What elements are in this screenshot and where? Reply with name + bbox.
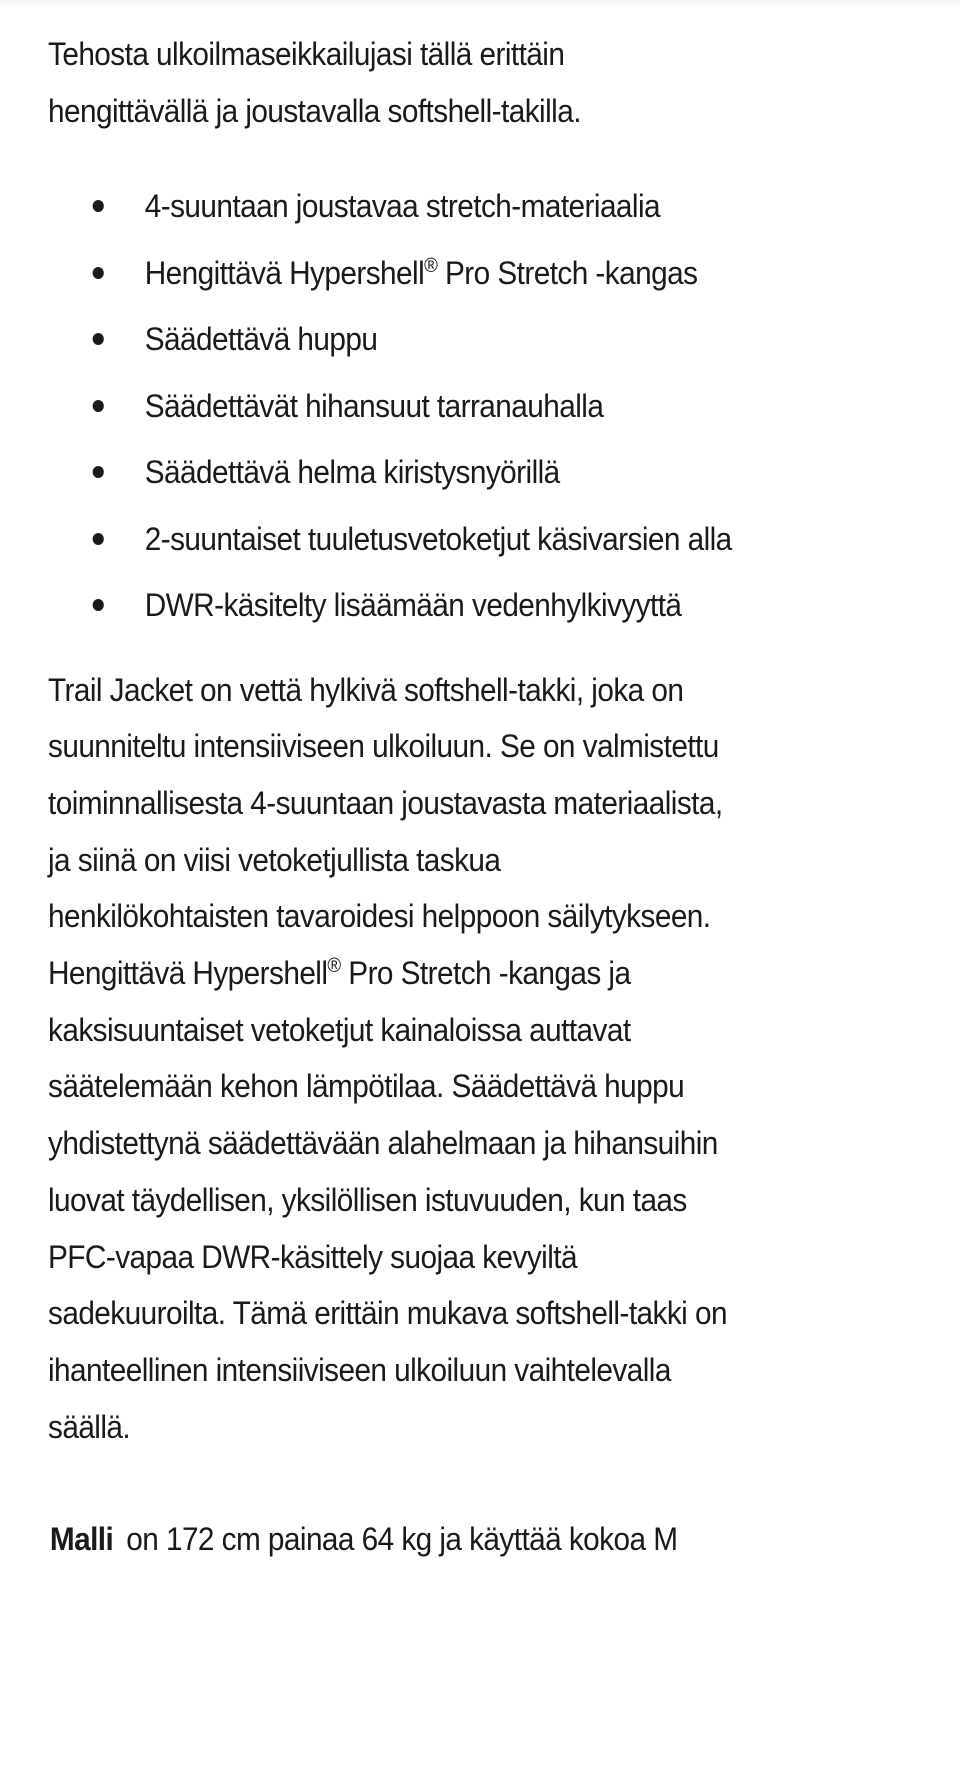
bullet-icon bbox=[93, 466, 104, 478]
top-edge-shadow bbox=[0, 0, 960, 10]
feature-text-before: Hengittävä Hypershell bbox=[144, 254, 425, 291]
feature-item bbox=[48, 173, 866, 240]
feature-item bbox=[48, 240, 866, 307]
feature-text: Säädettävä helma kiristysnyörillä bbox=[144, 454, 560, 490]
feature-text: Säädettävät hihansuut tarranauhalla bbox=[144, 387, 604, 424]
description-line: suunniteltu intensiiviseen ulkoiluun. Se on valmistettu bbox=[48, 728, 719, 765]
feature-list bbox=[48, 173, 866, 639]
intro-paragraph bbox=[48, 26, 922, 140]
model-info bbox=[50, 1511, 867, 1568]
registered-mark: ® bbox=[327, 955, 341, 978]
description-line bbox=[48, 945, 866, 1002]
bullet-icon bbox=[93, 599, 104, 611]
bullet-icon bbox=[93, 333, 104, 345]
description-line: toiminnallisesta 4-suuntaan joustavasta materiaalista, bbox=[48, 784, 723, 821]
feature-item bbox=[48, 439, 866, 506]
feature-item bbox=[48, 373, 866, 440]
description-line: sadekuuroilta. Tämä erittäin mukava softshell-takki on bbox=[48, 1295, 727, 1332]
intro-line: hengittävällä ja joustavalla softshell-takilla. bbox=[48, 93, 581, 129]
description-text-after: Pro Stretch -kangas ja bbox=[340, 955, 631, 992]
bullet-icon bbox=[93, 400, 104, 412]
description-line: säätelemään kehon lämpötilaa. Säädettävä huppu bbox=[48, 1068, 685, 1105]
feature-text: 4-suuntaan joustavaa stretch-materiaalia bbox=[144, 188, 661, 224]
registered-mark: ® bbox=[424, 254, 438, 277]
description-text-before: Hengittävä Hypershell bbox=[48, 955, 328, 992]
description-line: kaksisuuntaiset vetoketjut kainaloissa auttavat bbox=[48, 1011, 631, 1048]
feature-item bbox=[48, 306, 866, 373]
intro-line: Tehosta ulkoilmaseikkailujasi tällä erittäin bbox=[48, 36, 565, 72]
feature-item bbox=[48, 572, 866, 639]
description-line: säällä. bbox=[48, 1408, 131, 1445]
description-line: henkilökohtaisten tavaroidesi helppoon säilytykseen. bbox=[48, 898, 711, 935]
description-line: ja siinä on viisi vetoketjullista taskua bbox=[48, 841, 501, 878]
description-paragraph bbox=[48, 662, 866, 1456]
feature-text-after: Pro Stretch -kangas bbox=[437, 254, 698, 291]
feature-text: DWR-käsitelty lisäämään vedenhylkivyyttä bbox=[144, 587, 682, 623]
description-line: PFC-vapaa DWR-käsittely suojaa kevyiltä bbox=[48, 1238, 577, 1275]
description-line: ihanteellinen intensiiviseen ulkoiluun vaihtelevalla bbox=[48, 1351, 671, 1388]
bullet-icon bbox=[93, 533, 104, 545]
description-line: Trail Jacket on vettä hylkivä softshell-takki, joka on bbox=[48, 671, 684, 708]
model-details: on 172 cm painaa 64 kg ja käyttää kokoa M bbox=[126, 1521, 678, 1558]
feature-item bbox=[48, 506, 866, 573]
description-line: yhdistettynä säädettävään alahelmaan ja hihansuihin bbox=[48, 1125, 718, 1162]
description-line: luovat täydellisen, yksilöllisen istuvuuden, kun taas bbox=[48, 1181, 687, 1218]
feature-text: 2-suuntaiset tuuletusvetoketjut käsivarsien alla bbox=[144, 520, 732, 557]
product-description bbox=[48, 26, 866, 1568]
bullet-icon bbox=[93, 200, 104, 212]
feature-text: Säädettävä huppu bbox=[144, 321, 378, 357]
bullet-icon bbox=[93, 267, 104, 279]
model-label: Malli bbox=[49, 1521, 114, 1558]
